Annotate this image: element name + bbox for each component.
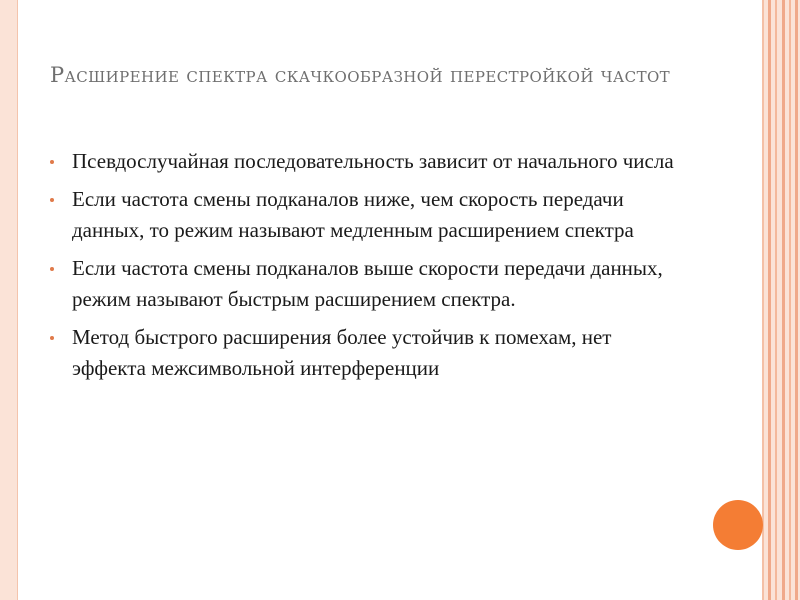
left-frame-border <box>0 0 18 600</box>
frame-stripe <box>768 0 771 600</box>
frame-stripe <box>775 0 777 600</box>
bullet-item <box>50 322 690 384</box>
frame-stripe <box>795 0 798 600</box>
frame-stripe <box>762 0 764 600</box>
right-frame-border <box>762 0 800 600</box>
bullet-dot-icon <box>50 267 54 271</box>
bullet-item <box>50 146 690 177</box>
slide-title: Расширение спектра скачкообразной перестройкой частот <box>50 63 671 87</box>
bullet-text: Псевдослучайная последовательность зависит от начального числа <box>72 149 674 173</box>
bullet-dot-icon <box>50 160 54 164</box>
bullet-list <box>50 146 690 391</box>
bullet-text: Если частота смены подканалов выше скорости передачи данных, режим называют быстрым расширением спектра. <box>72 256 663 311</box>
bullet-text: Метод быстрого расширения более устойчив к помехам, нет эффекта межсимвольной интерференции <box>72 325 612 380</box>
bullet-dot-icon <box>50 198 54 202</box>
bullet-text: Если частота смены подканалов ниже, чем скорость передачи данных, то режим называют медленным расширением спектра <box>72 187 634 242</box>
frame-stripe <box>789 0 791 600</box>
bullet-item <box>50 253 690 315</box>
decorative-circle-icon <box>713 500 763 550</box>
bullet-dot-icon <box>50 336 54 340</box>
frame-stripe <box>782 0 785 600</box>
bullet-item <box>50 184 690 246</box>
